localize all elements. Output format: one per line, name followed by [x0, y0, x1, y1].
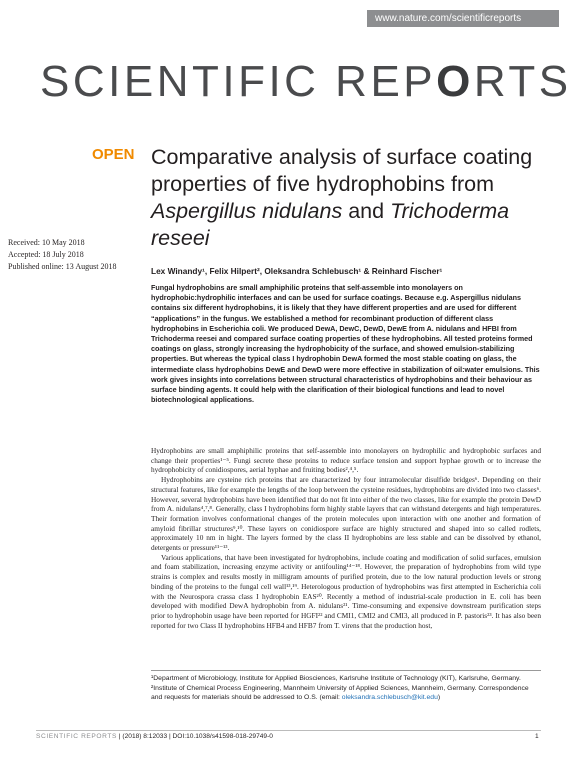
- open-access-label: OPEN: [92, 146, 135, 163]
- journal-logo: [40, 57, 572, 106]
- logo-text-o: O: [436, 57, 474, 106]
- footer-journal: SCIENTIFIC REPORTS: [36, 733, 118, 740]
- affiliation-end: ): [437, 694, 441, 702]
- affiliation-divider: [151, 670, 541, 671]
- body-paragraph: Hydrophobins are cysteine rich proteins that are characterized by four intramolecular disulfide bridges⁶. Depending on their structural features, like for example the lengths of the loop between the cysteine residues, hydrophobins are divided into two classes⁶. However, several hydrophobins have been identified that do not fit into either of the two classes, like for example the protein DewD from A. nidulans⁴,⁷,⁸. Generally, class I hydrophobins form highly stable layers that can withstand detergents and high temperatures. Their formation involves conformational changes of the protein molecules upon interaction with one another and formation of amyloid fibrillar structures⁹,¹⁰. These layers on conidiospore surface are highly structured and shaped into so called rodlets, approximately 10 nm in hight. The layers formed by the class II hydrophobins are less stable and can be dissolved by ethanol, detergents or pressure¹¹⁻¹³.: [151, 475, 541, 553]
- published-date: Published online: 13 August 2018: [8, 262, 117, 271]
- article-title: [151, 144, 541, 252]
- body-paragraph: Various applications, that have been investigated for hydrophobins, include coating and modification of solid surfaces, emulsion and foam stabilization, increasing enzyme activity or antifouling¹⁴⁻¹⁸. However, the preparation of hydrophobins from wild type strains is complex and results mostly in milligram amounts of purified protein, due to the low natural production levels or strong binding of the proteins to the fungal cell wall¹³,¹⁹. Heterologous production of hydrophobins was first attempted in Escherichia coli with the Neurospora crassa class I hydrophobin EAS²⁰. Recently a method of industrial-scale production in E. coli has been developed with modified DewA hydrophobin from A. nidulans²¹. Time-consuming and expensive downstream purification steps prior to hydrophobin usage have been reported for HGFI²² and CMI1, CMI2 and CMI3, all produced in P. pastoris²³. It has also been reported for two Class II hydrophobins HFB4 and HFB7 from T. virens that the production host,: [151, 552, 541, 630]
- journal-url[interactable]: www.nature.com/scientificreports: [367, 10, 559, 27]
- title-part-2: and: [342, 199, 391, 223]
- article-dates: [8, 237, 116, 273]
- accepted-date: Accepted: 18 July 2018: [8, 250, 84, 259]
- footer-citation: [36, 733, 273, 740]
- title-italic-1: Aspergillus nidulans: [151, 199, 343, 223]
- page-number: 1: [535, 733, 539, 740]
- author-list: Lex Winandy¹, Felix Hilpert², Oleksandra Schlebusch¹ & Reinhard Fischer¹: [151, 266, 443, 276]
- body-paragraph: Hydrophobins are small amphiphilic proteins that self-assemble into monolayers on hydrophilic and hydrophobic surfaces and change their properties¹⁻⁵. Fungi secrete these proteins to reduce surface tension and support hyphae growth or to increase the hydrophobicity of conidiospores, aerial hyphae and fruiting bodies²,⁴,⁵.: [151, 446, 541, 475]
- article-body: [151, 446, 541, 630]
- affiliations: [151, 674, 541, 703]
- abstract: Fungal hydrophobins are small amphiphilic proteins that self-assemble into monolayers on hydrophobic:hydrophilic interfaces and can be used for surface coatings. Because e.g. Aspergillus nidulans contains six different hydrophobins, it is likely that they have different properties and are used for different “applications” in the fungus. We established a method for recombinant production of different class hydrophobins in Escherichia coli. We produced DewA, DewC, DewD, DewE from A. nidulans and HFBI from Trichoderma reesei and compared surface coating properties of these hydrophobins. All tested proteins formed coatings on glass, strongly increasing the hydrophobicity of the surface, and showed emulsion-stabilizing properties. But whereas the typical class I hydrophobin DewA formed the most stable coating on glass, the intermediate class hydrophobins DewE and DewD were more effective in stabilization of oil:water emulsions. This work gives insights into correlations between structural characteristics of hydrophobins and their behaviour as surface binding agents. It could help with the clarification of their biological functions and lead to novel biotechnological applications.: [151, 283, 540, 405]
- footer-divider: [36, 730, 541, 731]
- footer-doi: | (2018) 8:12033 | DOI:10.1038/s41598-018-29749-0: [117, 733, 273, 740]
- title-part-1: Comparative analysis of surface coating properties of five hydrophobins from: [151, 145, 533, 196]
- email-link[interactable]: oleksandra.schlebusch@kit.edu: [341, 694, 438, 702]
- title-italic-2: Trichoderma reseei: [151, 199, 510, 250]
- received-date: Received: 10 May 2018: [8, 238, 85, 247]
- logo-text-2: RTS: [473, 57, 572, 106]
- affiliation-text: ¹Department of Microbiology, Institute for Applied Biosciences, Karlsruhe Institute of Technology (KIT), Karlsruhe, Germany. ²Institute of Chemical Process Engineering, Mannheim University of Applied Sciences, Mannheim, Germany. Correspondence and requests for materials should be addressed to O.S. (email:: [151, 675, 529, 702]
- logo-text-1: SCIENTIFIC REP: [40, 57, 437, 106]
